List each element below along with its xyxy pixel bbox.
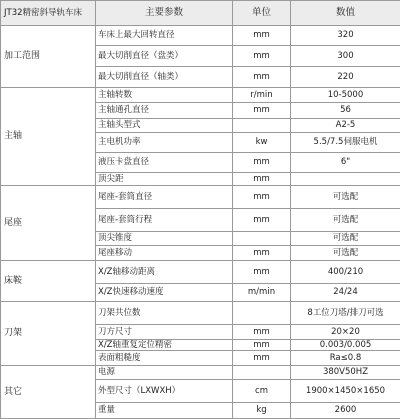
param-cell: 主轴转数	[96, 88, 233, 103]
param-cell: X/Z快速移动速度	[96, 284, 233, 302]
unit-cell: kg	[233, 403, 291, 419]
unit-cell: r/min	[233, 88, 291, 103]
value-cell: 320	[291, 26, 400, 46]
unit-cell	[233, 119, 291, 133]
value-cell	[291, 173, 400, 186]
unit-cell: kw	[233, 133, 291, 153]
param-cell: 车床上最大回转直径	[96, 26, 233, 46]
header-row	[1, 1, 400, 26]
unit-cell: mm	[233, 153, 291, 173]
param-cell: 主轴通孔直径	[96, 103, 233, 119]
unit-cell: mm	[233, 46, 291, 67]
param-cell: X/Z轴移动距离	[96, 261, 233, 284]
unit-cell: mm	[233, 67, 291, 88]
table-row	[1, 366, 400, 380]
value-cell: 5.5/7.5伺服电机	[291, 133, 400, 153]
value-cell: 10-5000	[291, 88, 400, 103]
param-cell: 刀架共位数	[96, 302, 233, 325]
param-cell: 外型尺寸（LXWXH）	[96, 380, 233, 403]
unit-cell: mm	[233, 325, 291, 340]
unit-cell: mm	[233, 340, 291, 351]
table-row	[1, 26, 400, 46]
param-column-header: 主要参数	[96, 1, 233, 26]
unit-column-header: 单位	[233, 1, 291, 26]
group-label-tailstock: 尾座	[1, 186, 96, 261]
value-cell: 380V50HZ	[291, 366, 400, 380]
value-cell: 可选配	[291, 209, 400, 232]
value-cell: 可选配	[291, 186, 400, 209]
value-cell: 56	[291, 103, 400, 119]
param-cell: 顶尖距	[96, 173, 233, 186]
value-cell: A2-5	[291, 119, 400, 133]
unit-cell: mm	[233, 186, 291, 209]
table-row	[1, 186, 400, 209]
value-cell: 可选配	[291, 232, 400, 246]
value-cell: 220	[291, 67, 400, 88]
param-cell: 重量	[96, 403, 233, 419]
table-row	[1, 302, 400, 325]
value-cell: 可选配	[291, 246, 400, 261]
unit-cell: mm	[233, 351, 291, 366]
table-row	[1, 88, 400, 103]
unit-cell: mm	[233, 103, 291, 119]
value-cell: Ra≤0.8	[291, 351, 400, 366]
unit-cell	[233, 366, 291, 380]
group-label-spindle: 主轴	[1, 88, 96, 186]
param-cell: 液压卡盘直径	[96, 153, 233, 173]
unit-cell: mm	[233, 261, 291, 284]
unit-cell	[233, 232, 291, 246]
param-cell: 刀方尺寸	[96, 325, 233, 340]
value-cell: 20×20	[291, 325, 400, 340]
group-label-other: 其它	[1, 366, 96, 419]
model-title: JT32精密斜导轨车床	[1, 1, 96, 26]
param-cell: 主电机功率	[96, 133, 233, 153]
param-cell: 尾座移动	[96, 246, 233, 261]
unit-cell: mm	[233, 173, 291, 186]
param-cell: 顶尖锥度	[96, 232, 233, 246]
value-cell: 0.003/0.005	[291, 340, 400, 351]
unit-cell: m/min	[233, 284, 291, 302]
value-cell: 300	[291, 46, 400, 67]
unit-cell: mm	[233, 246, 291, 261]
value-cell: 2600	[291, 403, 400, 419]
unit-cell: mm	[233, 26, 291, 46]
unit-cell	[233, 302, 291, 325]
group-label-tool-post: 刀架	[1, 302, 96, 366]
unit-cell: mm	[233, 209, 291, 232]
group-label-machining-range: 加工范围	[1, 26, 96, 88]
value-cell: 24/24	[291, 284, 400, 302]
value-cell: 8工位刀塔/排刀可选	[291, 302, 400, 325]
value-column-header: 数值	[291, 1, 400, 26]
param-cell: X/Z轴重复定位精密	[96, 340, 233, 351]
param-cell: 主轴头型式	[96, 119, 233, 133]
param-cell: 最大切削直径（盘类）	[96, 46, 233, 67]
value-cell: 6"	[291, 153, 400, 173]
unit-cell: cm	[233, 380, 291, 403]
param-cell: 尾座-套筒行程	[96, 209, 233, 232]
param-cell: 最大切削直径（轴类）	[96, 67, 233, 88]
param-cell: 电源	[96, 366, 233, 380]
table-row	[1, 261, 400, 284]
value-cell: 400/210	[291, 261, 400, 284]
group-label-saddle: 床鞍	[1, 261, 96, 302]
param-cell: 表面粗糙度	[96, 351, 233, 366]
param-cell: 尾座-套筒直径	[96, 186, 233, 209]
value-cell: 1900×1450×1650	[291, 380, 400, 403]
